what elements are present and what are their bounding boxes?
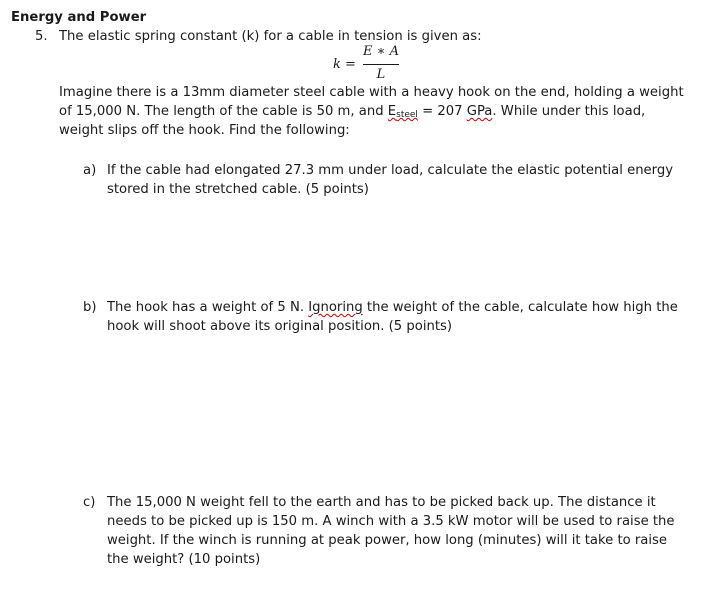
fraction-bar (363, 64, 399, 65)
part-c-line-1: The 15,000 N weight fell to the earth and has to be picked back up. The distance it (107, 495, 656, 510)
body-line-2-text-a: of 15,000 N. The length of the cable is 50 m, and (59, 104, 388, 119)
gpa-unit: GPa (466, 104, 493, 119)
part-b-text-a: The hook has a weight of 5 N. (107, 300, 309, 315)
part-b-line-2: hook will shoot above its original position. (5 points) (107, 319, 453, 334)
formula-denominator: L (376, 67, 386, 82)
question-intro: The elastic spring constant (k) for a cable in tension is given as: (59, 29, 482, 44)
ignoring-word: Ignoring (308, 300, 363, 315)
steel-subscript: steel (396, 110, 418, 120)
question-body-line-3: weight slips off the hook. Find the following: (59, 123, 350, 138)
part-c-line-3: weight. If the winch is running at peak power, how long (minutes) will it take to raise (107, 533, 668, 548)
part-b-line-1 (107, 299, 678, 317)
part-a-label: a) (83, 163, 97, 178)
part-b-label: b) (83, 300, 97, 315)
formula-numerator: E ∗ A (363, 44, 399, 59)
part-a-line-1: If the cable had elongated 27.3 mm under load, calculate the elastic potential energy (107, 163, 674, 178)
question-number: 5. (35, 29, 48, 44)
part-c-line-2: needs to be picked up is 150 m. A winch with a 3.5 kW motor will be used to raise the (107, 514, 675, 529)
question-body-line-1: Imagine there is a 13mm diameter steel cable with a heavy hook on the end, holding a weight (59, 85, 684, 100)
body-line-2-text-b: = 207 (417, 104, 467, 119)
e-symbol: E (387, 104, 397, 119)
section-heading: Energy and Power (11, 10, 147, 25)
part-a-line-2: stored in the stretched cable. (5 points) (107, 182, 369, 197)
e-steel-symbol (388, 104, 418, 119)
body-line-2-text-c: . While under this load, (492, 104, 646, 119)
part-c-label: c) (83, 495, 96, 510)
formula-lhs: k = (333, 57, 356, 72)
part-c-line-4: the weight? (10 points) (107, 552, 261, 567)
part-b-text-b: the weight of the cable, calculate how high the (362, 300, 678, 315)
question-body-line-2 (59, 103, 645, 124)
spring-constant-formula (333, 44, 413, 86)
